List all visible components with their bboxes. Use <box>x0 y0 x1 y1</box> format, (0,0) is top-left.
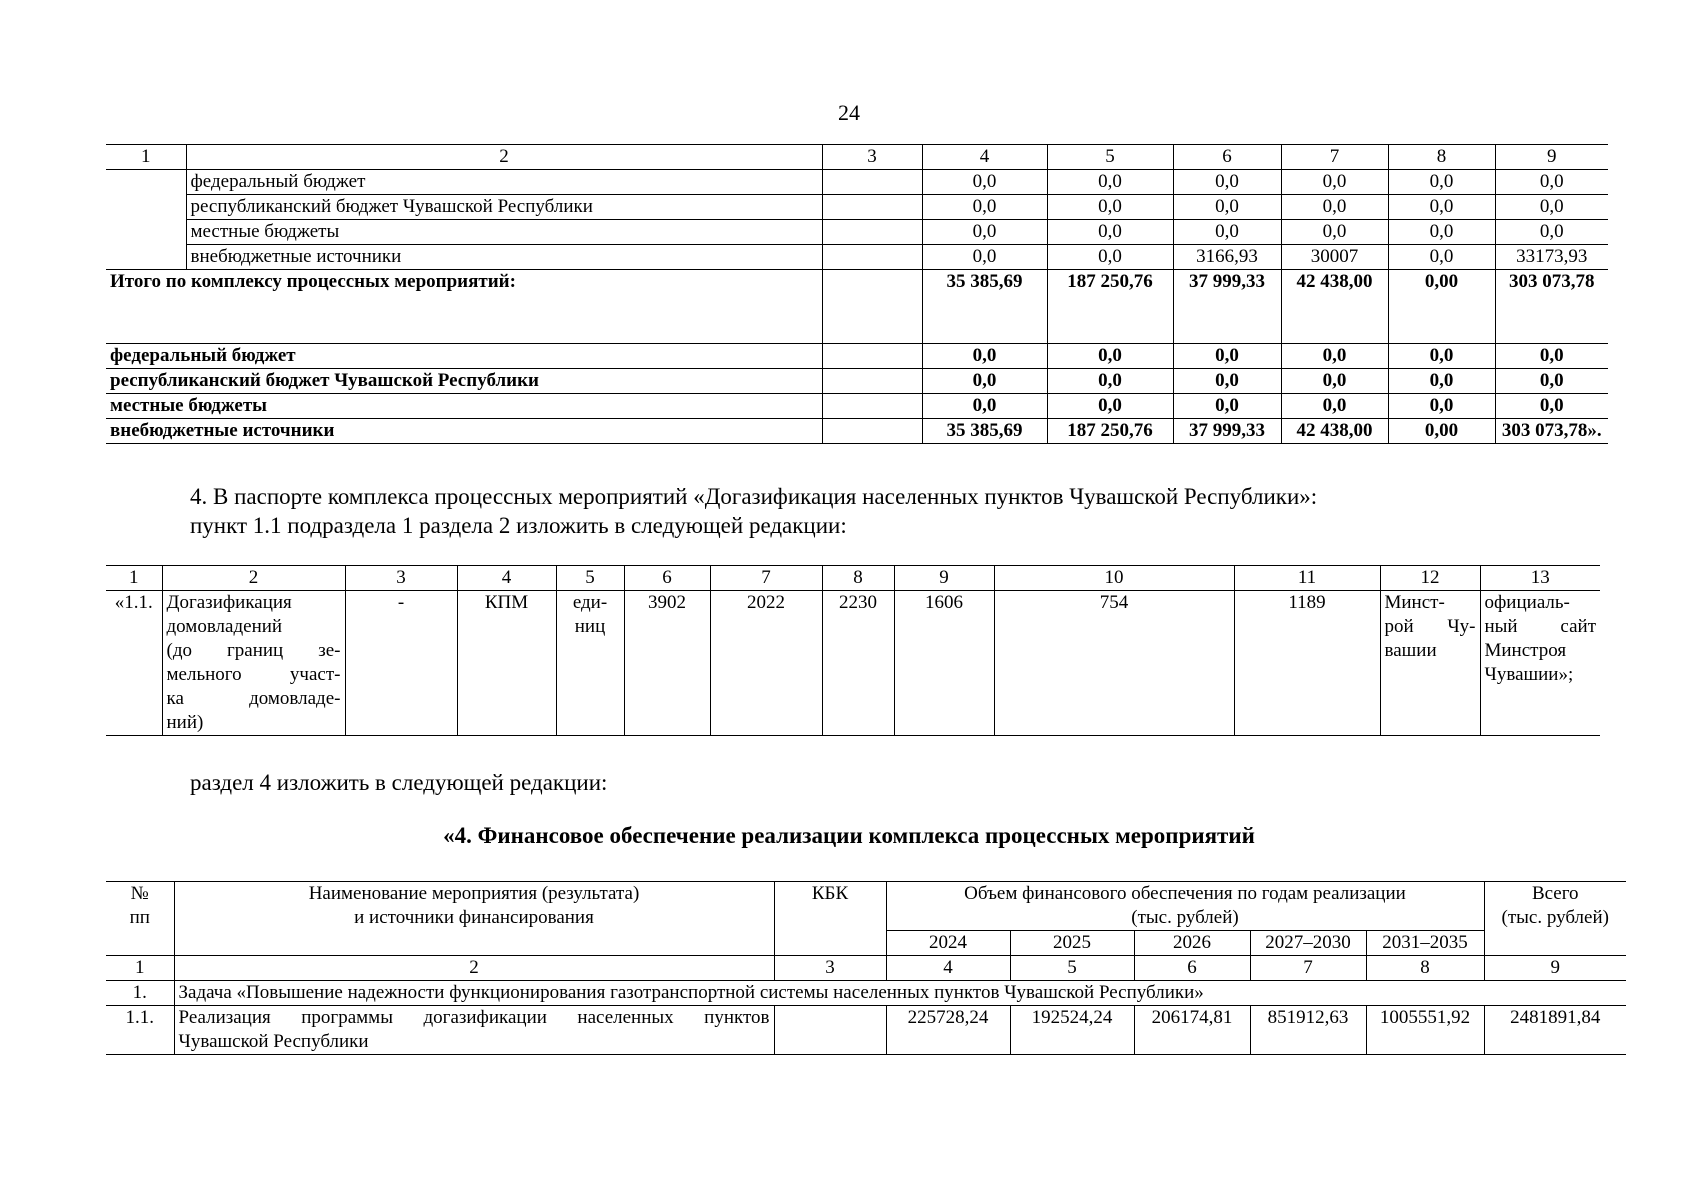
header-cell: 12 <box>1380 566 1480 591</box>
header-cell: 3 <box>345 566 457 591</box>
table-header-row: № пп Наименование мероприятия (результата) и источники финансирования КБК Объем финансового обеспечения по годам реализации (тыс. рублей) Всего (тыс. рублей) <box>106 882 1626 931</box>
table-header-row: 1 2 3 4 5 6 7 8 9 <box>106 956 1626 981</box>
row-label: внебюджетные источники <box>186 245 822 270</box>
header-cell: 1 <box>106 566 162 591</box>
paragraph-passport <box>190 482 1317 540</box>
task-row: 1. Задача «Повышение надежности функционирования газотранспортной системы населенных пунктов Чувашской Республики» <box>106 981 1626 1006</box>
paragraph-section4: раздел 4 изложить в следующей редакции: <box>190 770 608 795</box>
header-cell: 3 <box>822 145 922 170</box>
table-row: внебюджетные источники 35 385,69 187 250,76 37 999,33 42 438,00 0,00 303 073,78». <box>106 419 1608 444</box>
table-row: 1.1. Реализация программы догазификации населенных пунктов Чувашской Республики 225728,24 192524,24 206174,81 851912,63 1005551,92 2481891,84 <box>106 1006 1626 1055</box>
table-header-row <box>106 566 1600 591</box>
row-label: республиканский бюджет Чувашской Республики <box>106 369 822 394</box>
funding-summary-table <box>106 144 1608 444</box>
header-cell: 11 <box>1234 566 1380 591</box>
table-row: местные бюджеты 0,0 0,0 0,0 0,0 0,0 0,0 <box>106 220 1608 245</box>
header-cell: 4 <box>457 566 556 591</box>
header-cell: 2 <box>186 145 822 170</box>
header-cell: 9 <box>894 566 994 591</box>
table-row: «1.1. Догазификация домовладений (до границ зе- мельного участ- ка домовладе- ний) - КПМ еди- ниц 3902 2022 2230 1606 754 1189 Минст- рой Чу- вашии официаль- ный сайт Минстроя Чувашии»; <box>106 591 1600 736</box>
row-label: республиканский бюджет Чувашской Республики <box>186 195 822 220</box>
total-row: Итого по комплексу процессных мероприятий: 35 385,69 187 250,76 37 999,33 42 438,00 0,00 303 073,78 <box>106 270 1608 344</box>
header-cell: 6 <box>624 566 710 591</box>
header-cell: 6 <box>1173 145 1281 170</box>
row-label: федеральный бюджет <box>106 344 822 369</box>
header-cell: 10 <box>994 566 1234 591</box>
table-row: республиканский бюджет Чувашской Республики 0,0 0,0 0,0 0,0 0,0 0,0 <box>106 369 1608 394</box>
table-row: федеральный бюджет 0,0 0,0 0,0 0,0 0,0 0,0 <box>106 344 1608 369</box>
table-row: местные бюджеты 0,0 0,0 0,0 0,0 0,0 0,0 <box>106 394 1608 419</box>
indicator-name: Догазификация домовладений (до границ зе- мельного участ- ка домовладе- ний) <box>162 591 345 736</box>
total-label: Итого по комплексу процессных мероприятий: <box>106 270 822 344</box>
header-cell: 1 <box>106 145 186 170</box>
paragraph-line: 4. В паспорте комплекса процессных мероприятий «Догазификация населенных пунктов Чувашской Республики»: <box>190 484 1318 509</box>
header-cell: 5 <box>1047 145 1173 170</box>
table-header-row: 2024 2025 2026 2027–2030 2031–2035 <box>106 931 1626 956</box>
row-label: внебюджетные источники <box>106 419 822 444</box>
row-label: местные бюджеты <box>106 394 822 419</box>
table-row: федеральный бюджет 0,0 0,0 0,0 0,0 0,0 0,0 <box>106 170 1608 195</box>
header-cell: 2 <box>162 566 345 591</box>
table-row: республиканский бюджет Чувашской Республики 0,0 0,0 0,0 0,0 0,0 0,0 <box>106 195 1608 220</box>
row-label: федеральный бюджет <box>186 170 822 195</box>
indicator-table <box>106 565 1600 736</box>
header-cell: 5 <box>556 566 624 591</box>
table-row: внебюджетные источники 0,0 0,0 3166,93 30007 0,0 33173,93 <box>106 245 1608 270</box>
header-cell: 13 <box>1480 566 1600 591</box>
header-cell: 4 <box>922 145 1047 170</box>
header-cell: 8 <box>1388 145 1495 170</box>
paragraph-line: пункт 1.1 подраздела 1 раздела 2 изложить в следующей редакции: <box>190 513 847 538</box>
page-number: 24 <box>838 100 860 125</box>
header-cell: 7 <box>710 566 822 591</box>
section-heading: «4. Финансовое обеспечение реализации комплекса процессных мероприятий <box>443 823 1255 848</box>
header-cell: 8 <box>822 566 894 591</box>
financing-table <box>106 881 1626 1055</box>
header-cell: 9 <box>1495 145 1608 170</box>
header-cell: 7 <box>1281 145 1388 170</box>
table-header-row <box>106 145 1608 170</box>
row-label: местные бюджеты <box>186 220 822 245</box>
